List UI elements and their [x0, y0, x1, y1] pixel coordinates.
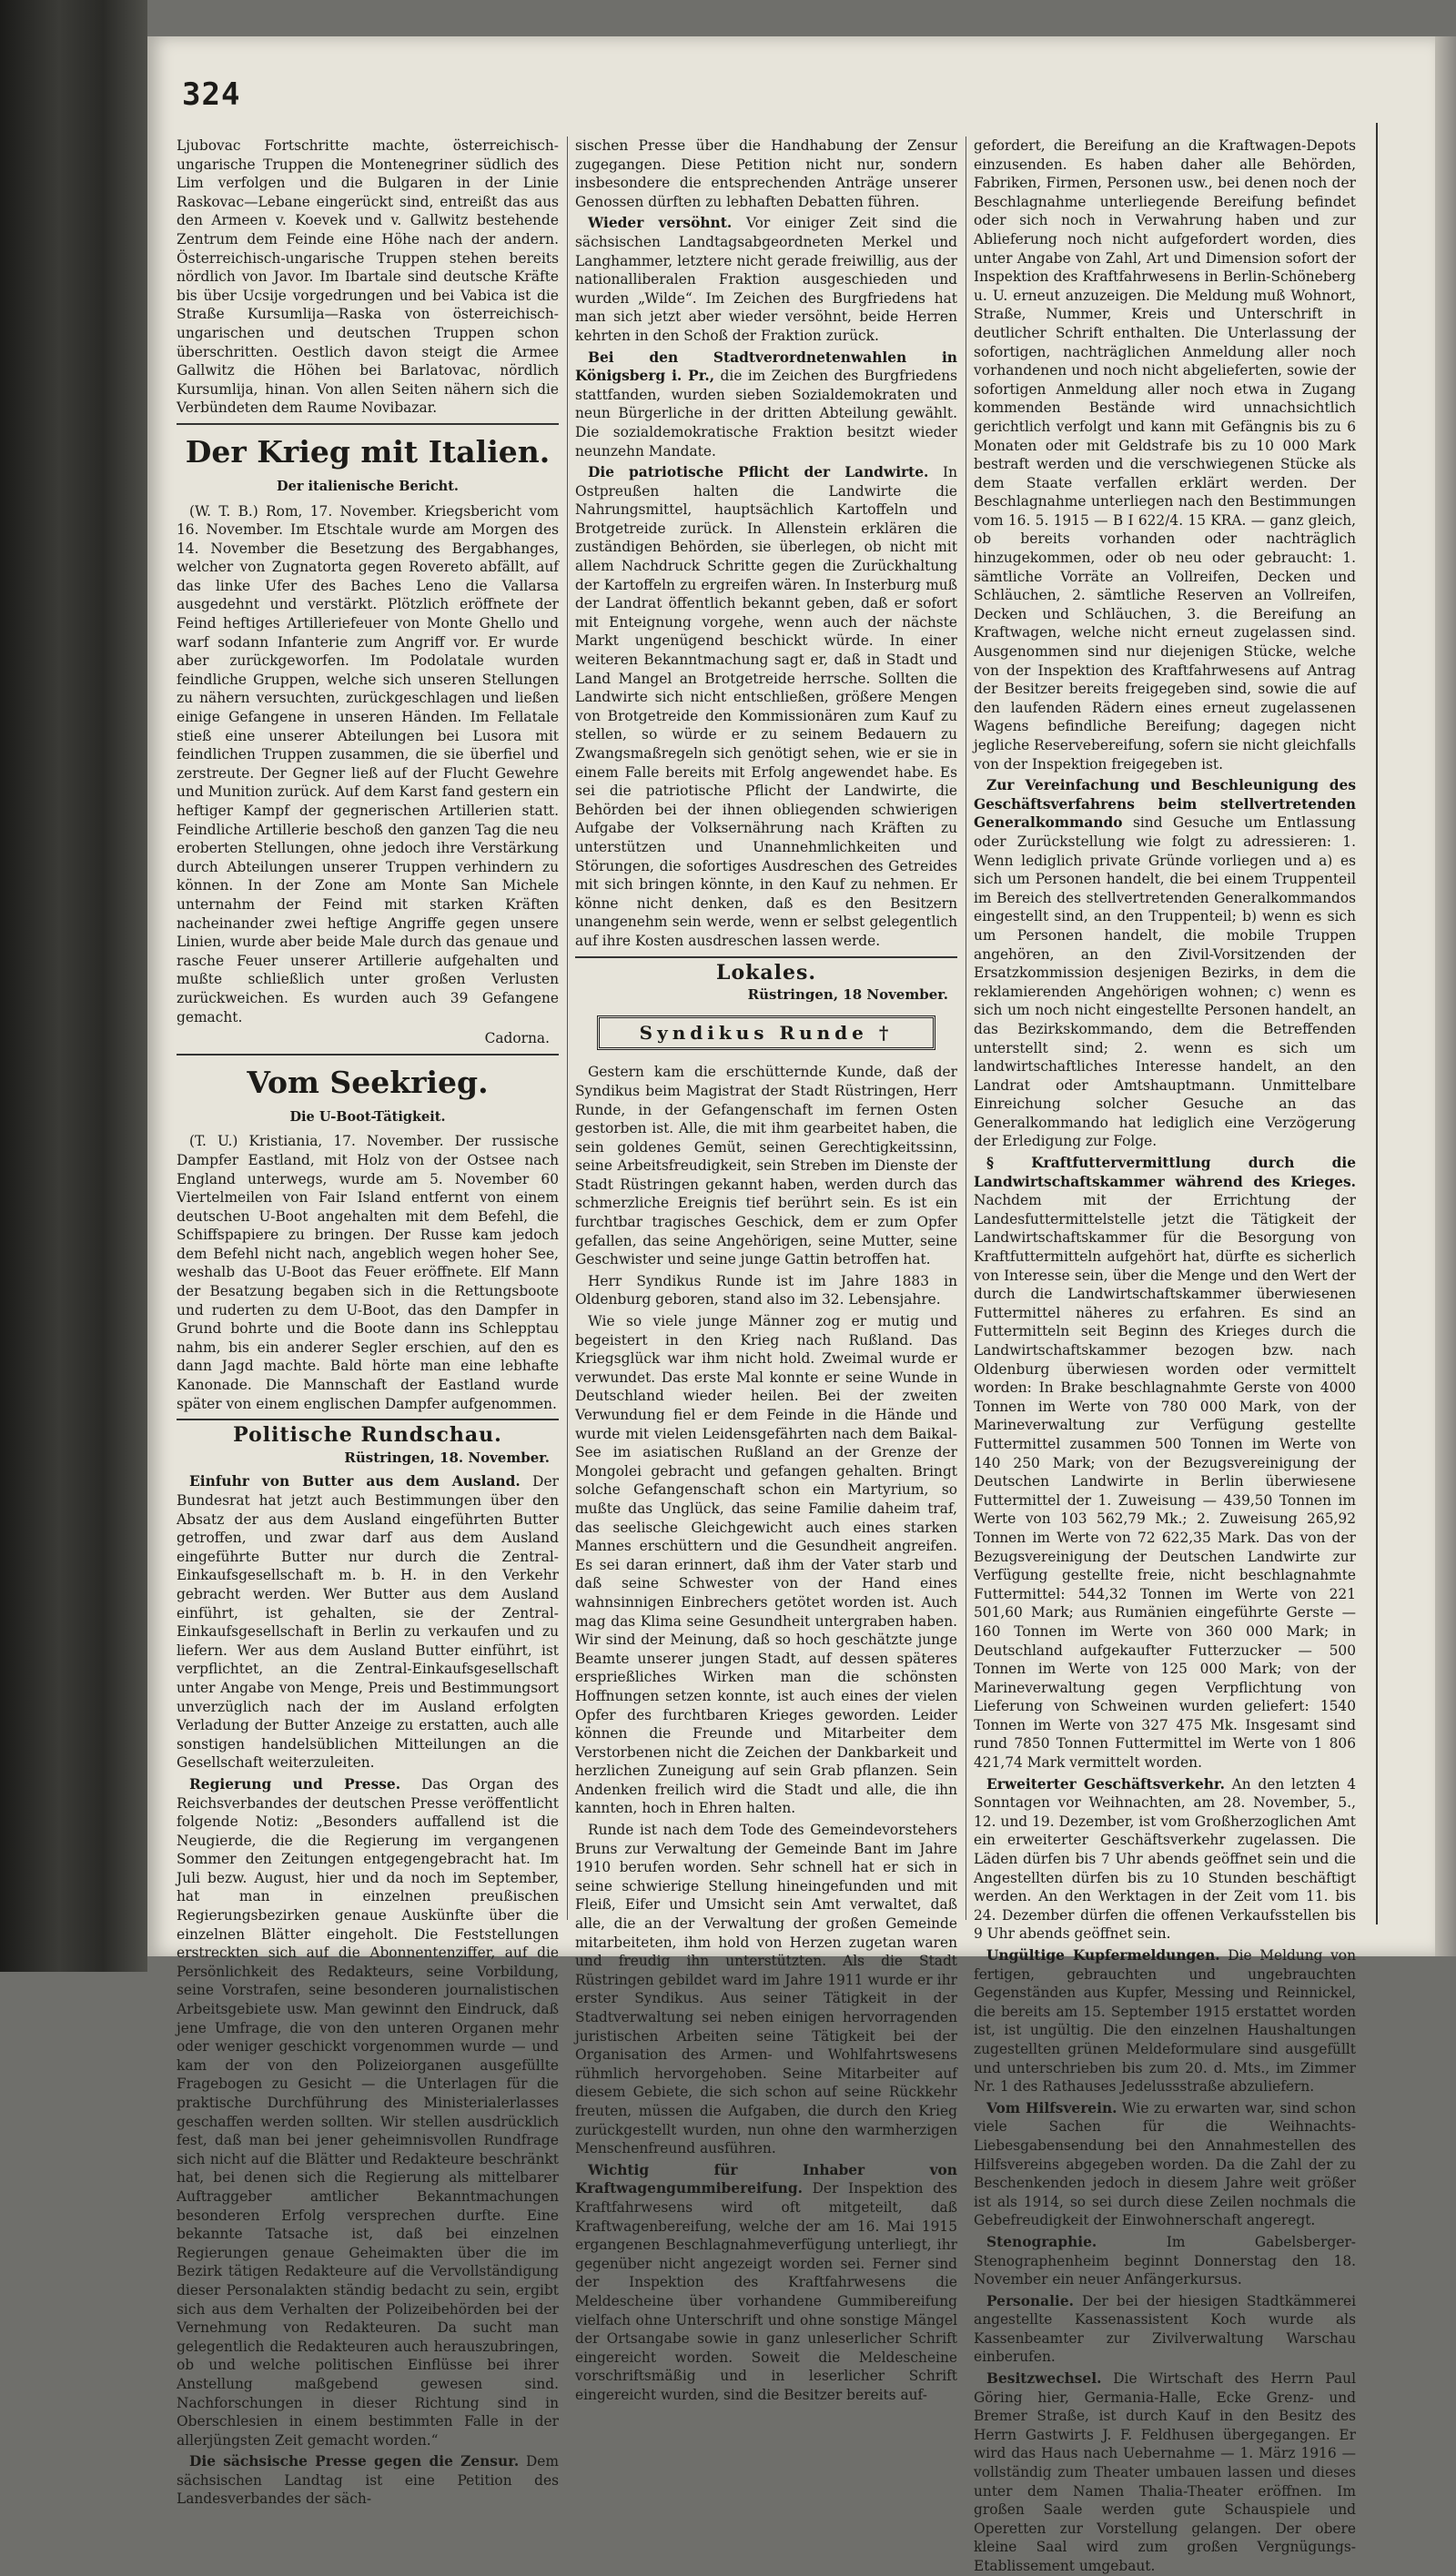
page-edge [1435, 36, 1456, 1956]
article-copper: Ungültige Kupfermeldungen. Die Meldung von fertigen, gebrauchten und ungebrauchten Gegenständen aus Kupfer, Messing und Reinnickel, die bereits am 15. September 1915 erstattet worden ist, ist ungültig. Die den einzelnen Haushaltungen zugestellten grünen Meldeformulare sind ausgefüllt und unterschrieben bis zum 20. d. Mts., im Zimmer Nr. 1 des Rathauses Jedelussstraße abzuliefern. [974, 1947, 1356, 2096]
newspaper-page [147, 36, 1435, 2574]
headline-italy: Der Krieg mit Italien. [185, 433, 551, 470]
subheadline-uboat: Die U-Boot-Tätigkeit. [289, 1108, 446, 1125]
headline-naval-war: Vom Seekrieg. [247, 1064, 489, 1100]
column-1 [177, 136, 559, 2508]
column-3 [974, 136, 1356, 2574]
book-binding [0, 0, 147, 1972]
article-personnel: Personalie. Der bei der hiesigen Stadtkämmerei angestellte Kassenassistent Koch wurde als Kassenbeamter zur Zivilverwaltung Warschau einberufen. [974, 2292, 1356, 2366]
article-tyres: Wichtig für Inhaber von Kraftwagengummibereifung. Der Inspektion des Kraftfahrwesens wird oft mitgeteilt, daß Kraftwagenbereifung, welche der am 16. Mai 1915 ergangenen Beschlagnahmeverfügung unterliegt, ihr gegenüber nicht angezeigt worden sei. Ferner sind der Inspektion des Kraftfahrwesens die Meldescheine über vorhandene Gummibereifung vielfach ohne Unterschrift und ohne sonstige Mängel der Ortsangabe sowie in ganz unleserlicher Schrift eingereicht worden. Soweit die Meldescheine vorschriftsmäßig und in leserlicher Schrift eingereicht wurden, sind die Besitzer bereits auf- [575, 2161, 957, 2403]
headline-political-review: Politische Rundschau. [233, 1423, 502, 1448]
section-divider [177, 1419, 559, 1420]
article-fodder: § Kraftfuttervermittlung durch die Landwirtschaftskammer während des Krieges. Nachdem mit der Errichtung der Landesfuttermittelstelle jetzt die Tätigkeit der Landwirtschaftskammer für die Besorgung von Kraftfuttermitteln aufgehört hat, dürfte es sicherlich von Interesse sein, über die Menge und den Wert der durch die Landwirtschaftskammer überwiesenen Futtermittel näheres zu erfahren. Es sind an Futtermitteln seit Beginn des Krieges durch die Landwirtschaftskammer bezogen bzw. nach Oldenburg überwiesen worden oder vermittelt worden: In Brake beschlagnahmte Gerste von 4000 Tonnen im Werte von 780 000 Mark, von der Marineverwaltung zur Verfügung gestellte Futtermittel zusammen 500 Tonnen im Werte von 140 250 Mark; von der Bezugsvereinigung der Deutschen Landwirte in Berlin überwiesene Futtermittel der 1. Zuweisung — 439,50 Tonnen im Werte von 103 562,79 Mk.; 2. Zuweisung 265,92 Tonnen im Werte von 72 622,35 Mark. Das von der Bezugsvereinigung der Deutschen Landwirte zur Verfügung gestellte freie, nicht beschlagnahmte Futtermittel: 544,32 Tonnen im Werte von 221 501,60 Mark; aus Rumänien eingeführte Gerste — 160 Tonnen im Werte von 360 000 Mark; in Deutschland aufgekaufter Futterzucker — 500 Tonnen im Werte von 125 000 Mark; von der Marineverwaltung gegen Verpflichtung von Lieferung von Schweinen wurden geliefert: 1540 Tonnen im Werte von 327 475 Mk. Insgesamt sind rund 7850 Tonnen Futtermittel im Werte von 1 806 421,74 Mark vermittelt worden. [974, 1155, 1356, 1772]
obituary-p2: Herr Syndikus Runde ist im Jahre 1883 in Oldenburg geboren, stand also im 32. Lebensjahre. [575, 1272, 957, 1308]
headline-local: Lokales. [715, 960, 817, 985]
obituary-p4: Runde ist nach dem Tode des Gemeindevorstehers Bruns zur Verwaltung der Gemeinde Bant im Jahre 1910 berufen worden. Sehr schnell hat er sich in seine schwierige Stellung hineingefunden und mit Fleiß, Eifer und Umsicht sein Amt verwaltet, daß alle, die an der Verwaltung der großen Gemeinde mitarbeiteten, ihm hold von Herzen zugetan waren und freudig ihn unterstützten. Als die Stadt Rüstringen gebildet ward im Jahre 1911 wurde er ihr erster Syndikus. Aus seiner Tätigkeit in der Stadtverwaltung sei neben einigen hervorragenden juristischen Arbeiten seine Tätigkeit bei der Organisation des Armen- und Wohlfahrtswesens rühmlich hervorgehoben. Seine Mitarbeiter auf diesem Gebiete, die sich schon auf seine Rückkehr freuten, müssen die Aufgaben, die durch den Krieg zurückgestellt wurden, nun ohne den warmherzigen Menschenfreund ausführen. [575, 1822, 957, 2157]
right-border-rule [1376, 123, 1378, 1924]
column-2 [575, 136, 957, 2403]
italy-report: (W. T. B.) Rom, 17. November. Kriegsbericht vom 16. November. Im Etschtale wurde am Morgen des 14. November die Besetzung des Bergabhanges, welcher von Zugnatorta gegen Rovereto abfällt, auf das linke Ufer des Baches Leno die Vallarsa ausgedehnt und verstärkt. Plötzlich eröffnete der Feind heftiges Artilleriefeuer von Monte Ghello und warf sodann Infanterie zum Angriff vor. Er wurde aber zurückgeworfen. Im Podolatale wurden feindliche Gruppen, welche sich unseren Stellungen zu nähern versuchten, zurückgeschlagen und ließen einige Gefangene in unseren Händen. Im Fellatale stieß eine unserer Abteilungen bei Lusora mit feindlichen Truppen zusammen, die sie überfiel und zerstreute. Der Gegner ließ auf der Flucht Gewehre und Munition zurück. Auf dem Karst fand gestern ein heftiger Kampf der gegnerischen Artillerien statt. Feindliche Artillerie beschoß den ganzen Tag die neu eroberten Stellungen, ohne jedoch ihre Verstärkung durch Abteilungen unserer Truppen verhindern zu können. In der Zone am Monte San Michele unternahm der Feind mit starken Kräften nacheinander zwei heftige Angriffe gegen unsere Linien, wurde aber beide Male durch das genaue und rasche Feuer unserer Artillerie aufgehalten und mußte schließlich unter großen Verlusten zurückweichen. Es wurden auch 39 Gefangene gemacht. [177, 502, 559, 1025]
article-business-hours: Erweiterter Geschäftsverkehr. An den letzten 4 Sonntagen vor Weihnachten, am 28. November, 5., 12. und 19. Dezember, ist vom Großherzoglichen Amt ein erweiterter Geschäftsverkehr zugelassen. Die Läden dürfen bis 7 Uhr abends geöffnet sein und die Angestellten dürfen bis zu 10 Stunden beschäftigt werden. An den Werktagen in der Zeit vom 11. bis 24. Dezember dürfen die offenen Verkaufsstellen bis 9 Uhr abends geöffnet sein. [974, 1775, 1356, 1943]
uboat-report: (T. U.) Kristiania, 17. November. Der russische Dampfer Eastland, mit Holz von der Ostsee nach England unterwegs, wurde am 5. November 60 Viertelmeilen von Fair Island entfernt von einem deutschen U-Boot angehalten mit dem Befehl, die Schiffspapiere zu bringen. Der Russe kam jedoch dem Befehl nicht nach, angeblich wegen hoher See, weshalb das U-Boot das Feuer eröffnete. Elf Mann der Besatzung begaben sich in die Rettungsboote und ruderten zu dem U-Boot, das den Dampfer in Grund bohrte und die Boote dann ins Schlepptau nahm, bis ein anderer Segler erschien, auf den es dann Jagd machte. Bald hörte man eine lebhafte Kanonade. Die Mannschaft der Eastland wurde später von einem englischen Dampfer aufgenommen. [177, 1133, 559, 1412]
article-stenography: Stenographie. Im Gabelsberger-Stenographenheim beginnt Donnerstag den 18. November ein neuer Anfängerkursus. [974, 2233, 1356, 2288]
section-divider [177, 1054, 559, 1056]
dateline-local: Rüstringen, 18 November. [747, 986, 948, 1004]
italy-signature: Cadorna. [484, 1030, 550, 1047]
article-simplification: Zur Vereinfachung und Beschleunigung des Geschäftsverfahrens beim stellvertretenden Generalkommando sind Gesuche um Entlassung oder Zurückstellung wie folgt zu adressieren: 1. Wenn lediglich private Gründe vorliegen und a) es sich um Personen handelt, die bei einem Truppenteil im Bereich des stellvertretenden Generalkommandos eingestellt sind, an den Truppenteil; b) wenn es sich um Personen handelt, die mobile Truppen angehören, an den Zivil-Vorsitzenden der Ersatzkommission desjenigen Bezirks, in dem die reklamierenden Angehörigen wohnen; c) wenn es sich um noch nicht eingestellte Personen handelt, an das Bezirkskommando, dem die Betreffenden unterstellt sind; 2. wenn es sich um landwirtschaftliches Interesse handelt, an den Landrat oder Amtshauptmann. Unmittelbare Einreichung solcher Gesuche an das Generalkommando hat lediglich eine Verzögerung der Erledigung zur Folge. [974, 777, 1356, 1150]
article-censorship-cont: sischen Presse über die Handhabung der Zensur zugegangen. Diese Petition nicht nur, sondern insbesondere die entsprechenden Anträge unserer Genossen dürften zu lebhaften Debatten führen. [575, 137, 957, 210]
article-farmers: Die patriotische Pflicht der Landwirte. In Ostpreußen halten die Landwirte die Nahrungsmittel, hauptsächlich Kartoffeln und Brotgetreide zurück. In Allenstein erklären die zuständigen Behörden, sie überlegen, ob nicht mit allem Nachdruck Schritte gegen die Zurückhaltung der Kartoffeln zu ergreifen wären. In Insterburg muß der Landrat öffentlich bekannt geben, daß er sofort mit Enteignung vorgehe, wenn auch der nächste Markt ungenügend beschickt würde. In einer weiteren Bekanntmachung sagt er, daß in Stadt und Land Mangel an Brotgetreide herrsche. Sollten die Landwirte sich nicht entschließen, größere Mengen von Brotgetreide den Kommissionären zum Kauf zu stellen, so würde er zu seinem Bedauern zu Zwangsmaßregeln sich genötigt sehen, wie er sie in einem Falle bereits mit Erfolg angewendet habe. Es sei die patriotische Pflicht der Landwirte, die Behörden bei der ihnen obliegenden schwierigen Aufgabe der Volksernährung nach Kräften zu unterstützen und Unannehmlichkeiten und Störungen, die sofortiges Ausdreschen des Getreides mit sich bringen könnte, in den Kauf zu nehmen. Er könne nicht denken, daß es den Besitzern unangenehm sein werde, wenn er selbst gelegentlich auf ihre Kosten ausdreschen lassen werde. [575, 464, 957, 949]
article-press: Regierung und Presse. Das Organ des Reichsverbandes der deutschen Presse veröffentlicht folgende Notiz: „Besonders auffallend ist die Neugierde, die die Regierung im vergangenen Sommer den Zeitungen entgegengebracht hat. Im Juli bezw. August, hier und da noch im September, hat man in einzelnen preußischen Regierungsbezirken genaue Auskünfte über die einzelnen Blätter eingeholt. Die Feststellungen erstreckten sich auf die Abonnentenziffer, auf die Persönlichkeit des Redakteurs, seine Vorbildung, seine Vorstrafen, seine besonderen journalistischen Arbeitsgebiete usw. Man gewinnt den Eindruck, daß jene Umfrage, die von den unteren Organen mehr oder weniger geschickt vorgenommen wurde — und kam der von den Polizeiorganen ausgefüllte Fragebogen zu Gesicht — die Unterlagen für die praktische Durchführung des Ministerialerlasses geschaffen werden sollten. Wir stellen ausdrücklich fest, daß man bei jener geheimnisvollen Rundfrage sich nicht auf die Blätter und Redakteure beschränkt hat, bei denen sich die Regierung als mittelbarer Auftraggeber amtlicher Bekanntmachungen besonderen Erfolg versprechen durfte. Eine bekannte Tatsache ist, daß bei einzelnen Regierungen genaue Geheimakten über die im Bezirk tätigen Redakteure auf die Vervollständigung dieser Personalakten ständig bedacht zu sein, ergibt sich aus dem Verhalten der Polizeibehörden bei der Vernehmung von Redakteuren. Da sucht man gelegentlich die Redakteuren auch herauszubringen, ob und welche politischen Einflüsse bei ihrer Anstellung maßgebend gewesen sind. Nachforschungen in dieser Richtung sind in Oberschlesien in einem bestimmten Falle in der allerjüngsten Zeit gemacht worden.“ [177, 1775, 559, 2449]
page-number: 324 [182, 76, 241, 113]
article-reconciled: Wieder versöhnt. Vor einiger Zeit sind die sächsischen Landtagsabgeordneten Merkel und Langhammer, letztere nicht gerade freiwillig, aus der nationalliberalen Fraktion ausgeschieden und wurden „Wilde“. Im Zeichen des Burgfriedens hat man sich jetzt aber wieder versöhnt, beide Herren kehrten in den Schoß der Fraktion zurück. [575, 215, 957, 344]
column-rule-1 [567, 136, 568, 1920]
article-ownership-change: Besitzwechsel. Die Wirtschaft des Herrn Paul Göring hier, Germania-Halle, Ecke Grenz- und Bremer Straße, ist durch Kauf in den Besitz des Herrn Gastwirts J. F. Feldhusen übergegangen. Er wird das Haus nach Uebernahme — 1. März 1916 — vollständig zum Theater umbauen lassen und dieses unter dem Namen Thalia-Theater eröffnen. Im großen Saale werden gute Schauspiele und Operetten zur Vorstellung gelangen. Der obere kleine Saal wird zum großen Vergnügungs-Etablissement umgebaut. [974, 2370, 1356, 2574]
section-divider [177, 423, 559, 425]
serbia-report-end: Ljubovac Fortschritte machte, österreichisch-ungarische Truppen die Montenegriner südlich des Lim verfolgen und die Bulgaren in der Linie Raskovac—Lebane eingerückt sind, entreißt das aus den Armeen v. Koevek und v. Gallwitz bestehende Zentrum dem Feinde eine Höhe nach der andern. Österreichisch-ungarische Truppen stehen bereits nördlich von Javor. Im Ibartale sind deutsche Kräfte bis über Ucsije vorgedrungen und bei Vabica ist die Straße Kursumlija—Raska von österreichisch-ungarischen und deutschen Truppen schon überschritten. Oestlich davon steigt die Armee Gallwitz die Höhen bei Barlatovac, nördlich Kursumlija, hinan. Von allen Seiten nähern sich die Verbündeten dem Raume Novibazar. [177, 137, 559, 417]
article-butter: Einfuhr von Butter aus dem Ausland. Der Bundesrat hat jetzt auch Bestimmungen über den Absatz der aus dem Ausland eingeführten Butter getroffen, und zwar darf aus dem Ausland eingeführte Butter nur durch die Zentral-Einkaufsgesellschaft m. b. H. in den Verkehr gebracht werden. Wer Butter aus dem Ausland einführt, ist gehalten, sie der Zentral-Einkaufsgesellschaft in Berlin zu verkaufen und zu liefern. Wer aus dem Ausland Butter einführt, ist verpflichtet, an die Zentral-Einkaufsgesellschaft unter Angabe von Menge, Preis und Bestimmungsort unverzüglich nach der im Ausland erfolgten Verladung der Butter Anzeige zu erstatten, auch alle sonstigen handelsüblichen Mitteilungen an die Gesellschaft weiterzuleiten. [177, 1473, 559, 1772]
obituary-p3: Wie so viele junge Männer zog er mutig und begeistert in den Krieg nach Rußland. Das Kriegsglück war ihm nicht hold. Zweimal wurde er verwundet. Das erste Mal konnte er seine Wunde in Deutschland wieder heilen. Bei der zweiten Verwundung fiel er dem Feinde in die Hände und wurde mit vielen Leidensgefährten nach dem Baikal-See im asiatischen Rußland an der Grenze der Mongolei gebracht und gefangen gehalten. Bringt solche Gefangenschaft schon ein Martyrium, so mußte das Unglück, das seine Familie daheim traf, das seelische Gleichgewicht auch eines starken Mannes erschüttern und die Gesundheit angreifen. Es sei daran erinnert, daß ihm der Vater starb und daß seine Schwester von der Hand eines wahnsinnigen Einbrechers getötet worden ist. Auch mag das Klima seine Gesundheit untergraben haben. Wir sind der Meinung, daß so hoch geschätzte junge Beamte unserer jungen Stadt, auf dessen späteres ersprießliches Wirken man die schönsten Hoffnungen setzen konnte, ist auch eines der vielen Opfer des furchtbaren Krieges geworden. Leider können die Freunde und Mitarbeiter dem Verstorbenen nicht die Zeichen der Dankbarkeit und herzlichen Zuneigung auf sein Grab pflanzen. Sein Andenken freilich wird die Stadt und alle, die ihn kannten, hoch in Ehren halten. [575, 1313, 957, 1817]
section-divider [575, 956, 957, 958]
article-tyres-cont: gefordert, die Bereifung an die Kraftwagen-Depots einzusenden. Es haben daher alle Behörden, Fabriken, Firmen, Personen usw., bei denen noch der Beschlagnahme unterliegende Bereifung befindet oder sich noch in Verwahrung haben und zur Ablieferung noch nicht aufgefordert worden, dies unter Angabe von Zahl, Art und Dimension sofort der Inspektion des Kraftfahrwesens in Berlin-Schöneberg u. U. erneut anzuzeigen. Die Meldung muß Wohnort, Straße, Nummer, Kreis und Unterschrift in deutlicher Schrift enthalten. Die Unterlassung der sofortigen, nachträglichen Anmeldung aller noch vorhandenen und noch nicht abgelieferten, sowie der sofortigen Anmeldung aller noch etwa in Zugang kommenden Bestände wird unnachsichtlich gerichtlich verfolgt und kann mit Gefängnis bis zu 6 Monaten oder mit Geldstrafe bis zu 10 000 Mark bestraft werden und die verschwiegenen Stücke als dem Staate verfallen erklärt werden. Der Beschlagnahme unterliegen nach den Bestimmungen vom 16. 5. 1915 — B I 622/4. 15 KRA. — ganz gleich, ob bereits vorhanden oder nachträglich hinzugekommen, oder ob neu oder gebraucht: 1. sämtliche Vorräte an Vollreifen, Decken und Schläuchen, 2. sämtliche Reserven an Vollreifen, Decken und Schläuchen, 3. die Bereifung an Kraftwagen, welche nicht erneut zugelassen sind. Ausgenommen sind nur diejenigen Stücke, welche von der Inspektion des Kraftfahrwesens auf Antrag der Besitzer bereits freigegeben sind, sowie die auf den laufenden Rädern eines erneut zugelassenen Wagens befindliche Bereifung; dagegen nicht jegliche Reservebereifung, sofern sie nicht gleichfalls von der Inspektion freigegeben ist. [974, 137, 1356, 773]
article-koenigsberg: Bei den Stadtverordnetenwahlen in Königsberg i. Pr., die im Zeichen des Burgfriedens stattfanden, wurden sieben Sozialdemokraten und neun Bürgerliche in der dritten Abteilung gewählt. Die sozialdemokratische Fraktion besitzt wieder neunzehn Mandate. [575, 349, 957, 460]
dateline-political: Rüstringen, 18. November. [344, 1449, 550, 1466]
article-censorship: Die sächsische Presse gegen die Zensur. Dem sächsischen Landtag ist eine Petition des Landesverbandes der säch- [177, 2453, 559, 2508]
subheadline-italy: Der italienische Bericht. [277, 478, 459, 494]
article-aid-society: Vom Hilfsverein. Wie zu erwarten war, sind schon viele Sachen für die Weihnachts-Liebesgabensendung bei den Annahmestellen des Hilfsvereins abgegeben worden. Da die Zahl der zu Beschenkenden jedoch in diesem Jahre weit größer ist als 1914, so sei durch diese Zeilen nochmals die Gebefreudigkeit der Einwohnerschaft angeregt. [974, 2099, 1356, 2229]
obituary-box: Syndikus Runde † [597, 1015, 935, 1051]
obituary-p1: Gestern kam die erschütternde Kunde, daß der Syndikus beim Magistrat der Stadt Rüstringen, Herr Runde, in der Gefangenschaft im fernen Osten gestorben ist. Alle, die mit ihm gearbeitet haben, die sein goldenes Gemüt, seinen Gerechtigkeitssinn, seine Arbeitsfreudigkeit, sein Streben im Dienste der Stadt Rüstringen gekannt haben, werden durch das schmerzliche Ereignis tief berührt sein. Es ist ein furchtbar tragisches Geschick, dem er zum Opfer gefallen, das seine Angehörigen, seine Mutter, seine Geschwister und seine junge Gattin betroffen hat. [575, 1064, 957, 1268]
